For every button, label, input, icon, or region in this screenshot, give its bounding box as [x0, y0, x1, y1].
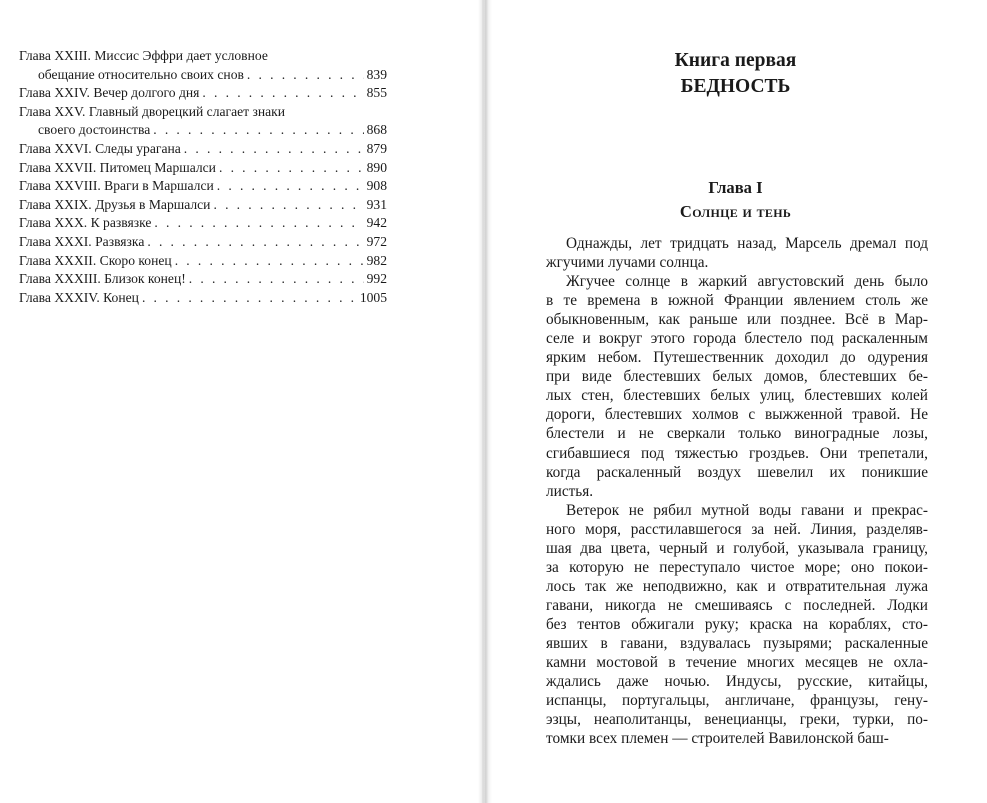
- chapter-title: Солнце и тень: [679, 202, 792, 221]
- toc-entry: [19, 177, 387, 196]
- text-line: в те времена в южной Франции явлением столь же: [546, 292, 928, 310]
- text-line: лось так же неподвижно, как и отвратительная лужа: [546, 577, 928, 595]
- table-of-contents: [19, 47, 387, 307]
- toc-line: [19, 214, 387, 233]
- toc-page-number: 931: [366, 196, 387, 212]
- toc-page-number: 982: [366, 252, 387, 268]
- text-line: ярким небом. Путешественник доходил до одурения: [546, 349, 928, 367]
- toc-dot-leader: [153, 121, 363, 140]
- toc-line: [19, 177, 387, 196]
- text-line: камни мостовой в течение многих месяцев не охла-: [546, 654, 928, 672]
- toc-entry-title: Глава XXIII. Миссис Эффри дает условное: [19, 48, 268, 63]
- text-line: за которую не переступало чистое море; оно покои-: [546, 558, 928, 576]
- toc-page-number: 855: [366, 85, 387, 101]
- toc-dot-leader: [175, 252, 364, 271]
- paragraph: [546, 272, 928, 501]
- chapter-label: Глава I: [708, 178, 763, 197]
- text-line: обыкновенным, как раньше или позднее. Всё в Мар-: [546, 311, 928, 329]
- text-line: гавани, никогда не смешиваясь с последней. Лодки: [546, 596, 928, 614]
- toc-entry-title: Глава XXVIII. Враги в Маршалси: [19, 178, 214, 194]
- toc-entry: [19, 84, 387, 103]
- text-line: при виде блестевших белых домов, блестевших бе-: [546, 368, 928, 386]
- toc-page-number: 868: [366, 122, 387, 138]
- text-line: селе и вокруг этого города блестело под раскаленным: [546, 330, 928, 348]
- toc-entry-title: своего достоинства: [38, 122, 151, 138]
- toc-line: [19, 159, 387, 178]
- toc-dot-leader: [213, 196, 363, 215]
- left-page: [0, 0, 482, 803]
- toc-entry-title: Глава XXXI. Развязка: [19, 233, 145, 249]
- toc-entry-title: обещание относительно своих снов: [38, 66, 244, 82]
- toc-entry-title: Глава XXXIV. Конец: [19, 289, 139, 305]
- toc-entry-title: Глава XXV. Главный дворецкий слагает знаки: [19, 103, 286, 119]
- toc-line: [19, 196, 387, 215]
- toc-dot-leader: [202, 84, 363, 103]
- toc-entry: [19, 270, 387, 289]
- toc-page-number: 908: [366, 178, 387, 194]
- toc-entry: [19, 47, 387, 84]
- toc-dot-leader: [142, 289, 357, 308]
- toc-entry: [19, 140, 387, 159]
- chapter-heading: [484, 176, 987, 224]
- text-line: явших в гавани, вздувалась пузырями; раскаленные: [546, 634, 928, 652]
- toc-entry: [19, 214, 387, 233]
- text-line: эзцы, неаполитанцы, венецианцы, греки, турки, по-: [546, 711, 928, 729]
- chapter-body: [546, 234, 928, 748]
- toc-line: [19, 103, 387, 122]
- toc-line: [19, 252, 387, 271]
- text-line: шая два цвета, черный и голубой, указывала границу,: [546, 539, 928, 557]
- toc-page-number: 972: [366, 233, 387, 249]
- text-line: Однажды, лет тридцать назад, Марсель дремал под: [566, 235, 928, 252]
- book-title: БЕДНОСТЬ: [680, 76, 791, 97]
- toc-dot-leader: [184, 140, 364, 159]
- toc-dot-leader: [147, 233, 363, 252]
- toc-line: [19, 66, 387, 85]
- text-line: жгучими лучами солнца.: [546, 254, 709, 272]
- toc-entry: [19, 196, 387, 215]
- toc-page-number: 879: [366, 140, 387, 156]
- toc-page-number: 839: [366, 66, 387, 82]
- text-line: листья.: [546, 482, 594, 500]
- text-line: без тентов обжигали руку; краска на кораблях, сто-: [546, 615, 928, 633]
- text-line: лых стен, блестевших белых улиц, блестевших колей: [546, 387, 928, 405]
- toc-line: [19, 289, 387, 308]
- toc-entry-title: Глава XXVI. Следы урагана: [19, 140, 181, 156]
- toc-page-number: 1005: [359, 289, 387, 305]
- book-label: Книга первая: [674, 50, 797, 71]
- text-line: блестели и не сверкали только виноградные лозы,: [546, 425, 928, 443]
- toc-entry-title: Глава XXX. К развязке: [19, 215, 152, 231]
- toc-page-number: 890: [366, 159, 387, 175]
- toc-page-number: 992: [366, 271, 387, 287]
- toc-dot-leader: [219, 159, 364, 178]
- toc-entry: [19, 289, 387, 308]
- toc-line: [19, 233, 387, 252]
- text-line: Жгучее солнце в жаркий августовский день было: [566, 273, 928, 291]
- text-line: ждались даже ночью. Индусы, русские, китайцы,: [546, 673, 928, 691]
- toc-entry-title: Глава XXXIII. Близок конец!: [19, 271, 186, 287]
- toc-line: [19, 84, 387, 103]
- toc-line: [19, 47, 387, 66]
- text-line: ного моря, расстилавшегося за ней. Линия, разделяв-: [546, 520, 928, 538]
- toc-dot-leader: [247, 66, 364, 85]
- toc-entry-title: Глава XXVII. Питомец Маршалси: [19, 159, 216, 175]
- toc-entry: [19, 252, 387, 271]
- right-page: [484, 0, 987, 803]
- toc-entry-title: Глава XXXII. Скоро конец: [19, 252, 172, 268]
- paragraph: [546, 234, 928, 272]
- toc-dot-leader: [154, 214, 363, 233]
- toc-entry: [19, 233, 387, 252]
- toc-dot-leader: [189, 270, 364, 289]
- toc-entry: [19, 159, 387, 178]
- paragraph: [546, 501, 928, 749]
- toc-entry-title: Глава XXIX. Друзья в Маршалси: [19, 196, 211, 212]
- toc-page-number: 942: [366, 215, 387, 231]
- toc-line: [19, 121, 387, 140]
- toc-entry: [19, 103, 387, 140]
- text-line: дороги, блестевших холмов с выжженной травой. Не: [546, 406, 928, 424]
- toc-line: [19, 140, 387, 159]
- toc-entry-title: Глава XXIV. Вечер долгого дня: [19, 85, 200, 101]
- toc-line: [19, 270, 387, 289]
- book-heading: [484, 48, 987, 100]
- text-line: когда раскаленный воздух шевелил их поникшие: [546, 463, 928, 481]
- text-line: испанцы, португальцы, англичане, французы, гену-: [546, 692, 928, 710]
- text-line: сгибавшиеся под тяжестью гроздьев. Они трепетали,: [546, 444, 928, 462]
- text-line: томки всех племен — строителей Вавилонской баш-: [546, 730, 889, 748]
- toc-dot-leader: [217, 177, 364, 196]
- text-line: Ветерок не рябил мутной воды гавани и прекрас-: [566, 501, 928, 519]
